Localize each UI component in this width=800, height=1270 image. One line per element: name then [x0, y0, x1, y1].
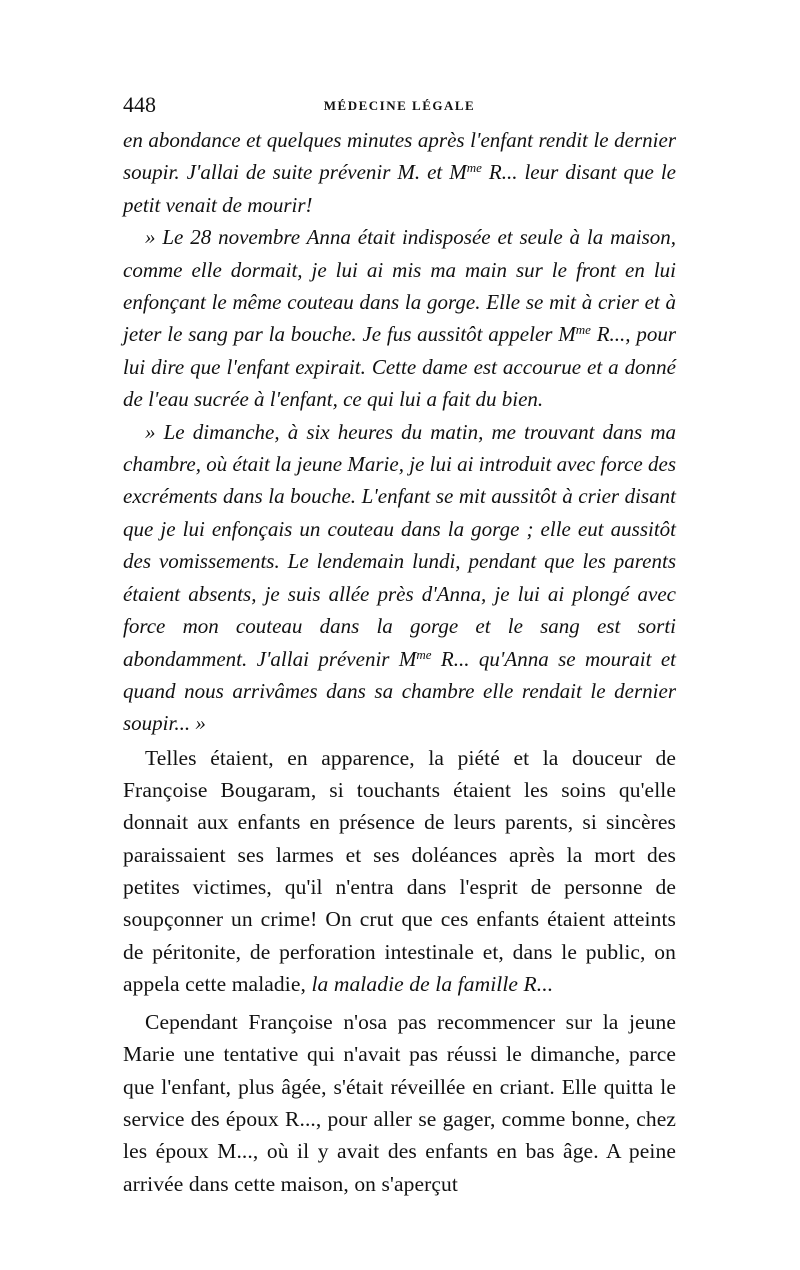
body-text-span: Telles étaient, en apparence, la piété et la douceur de Françoise Bougaram, si touchants étaient les soins qu'elle donnait aux enfants en présence de leurs parents, si sincères paraissaient ses larmes et ses doléances après la mort des petites victimes, qu'il n'entra dans l'esprit de personne de soupçonner un crime! On crut que ces enfants étaient atteints de péritonite, de perforation intestinale et, dans le public, on appela cette maladie,: [123, 745, 676, 996]
page-number: 448: [123, 92, 156, 117]
superscript: me: [416, 646, 432, 662]
superscript: me: [575, 322, 591, 338]
body-text: [123, 742, 676, 1200]
quote-text: » Le 28 novembre Anna était indisposée et seule à la maison, comme elle dormait, je lui ai mis ma main sur le front en lui enfonçant le même couteau dans la gorge. Elle se mit à crier et à jeter le sang par la bouche. Je fus aussitôt appeler M: [123, 225, 676, 347]
running-title: MÉDECINE LÉGALE: [323, 98, 476, 113]
quote-paragraph-1: [123, 124, 676, 221]
book-page: [123, 92, 676, 1200]
superscript: me: [466, 160, 482, 176]
quote-paragraph-3: [123, 416, 676, 740]
body-paragraph-1: [123, 742, 676, 1000]
quote-text: R... qu'Anna se mourait et quand nous arrivâmes dans sa chambre elle rendait le dernier soupir... »: [123, 646, 676, 736]
body-paragraph-2: Cependant Françoise n'osa pas recommencer sur la jeune Marie une tentative qui n'avait pas réussi le dimanche, parce que l'enfant, plus âgée, s'était réveillée en criant. Elle quitta le service des époux R..., pour aller se gager, comme bonne, chez les époux M..., où il y avait des enfants en bas âge. A peine arrivée dans cette maison, on s'aperçut: [123, 1010, 676, 1196]
quote-paragraph-2: [123, 221, 676, 415]
quote-text: » Le dimanche, à six heures du matin, me trouvant dans ma chambre, où était la jeune Marie, je lui ai introduit avec force des excréments dans la bouche. L'enfant se mit aussitôt à crier disant que je lui enfonçais un couteau dans la gorge ; elle eut aussitôt des vomissements. Le lendemain lundi, pendant que les parents étaient absents, je suis allée près d'Anna, je lui ai plongé avec force mon couteau dans la gorge et le sang est sorti abondamment. J'allai prévenir M: [123, 419, 676, 671]
quote-text: en abondance et quelques minutes après l'enfant rendit le dernier soupir. J'allai de suite prévenir M. et M: [123, 128, 676, 185]
quote-text: R... leur disant que le petit venait de mourir!: [123, 160, 676, 217]
quoted-testimony: [123, 124, 676, 740]
page-header: [123, 92, 676, 116]
italic-phrase: la maladie de la famille R...: [311, 971, 554, 996]
quote-text: R..., pour lui dire que l'enfant expirait. Cette dame est accourue et a donné de l'eau sucrée à l'enfant, ce qui lui a fait du bien.: [123, 322, 676, 412]
